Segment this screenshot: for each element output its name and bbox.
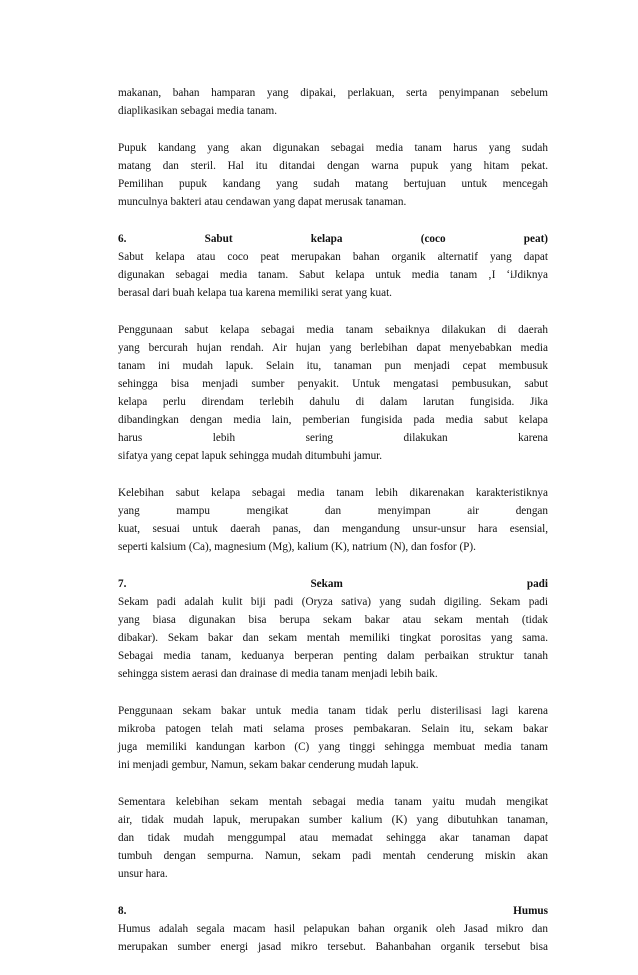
- text-line: digunakan sebagai media tanam. Sabut kelapa untuk media tanam ‚I ‘iJdiknya: [118, 269, 548, 281]
- text-line: mikroba patogen telah mati selama proses pembakaran. Selain itu, sekam bakar: [118, 723, 548, 735]
- text-line: matang dan steril. Hal itu ditandai dengan warna pupuk yang hitam pekat.: [118, 160, 548, 172]
- text-line: dibakar). Sekam bakar dan sekam mentah memiliki tingkat porositas yang sama.: [118, 632, 548, 644]
- section-block: [118, 230, 548, 302]
- text-line: merupakan sumber energi jasad mikro tersebut. Bahanbahan organik tersebut bisa: [118, 941, 548, 953]
- text-line: Kelebihan sabut kelapa sebagai media tanam lebih dikarenakan karakteristiknya: [118, 487, 548, 499]
- text-line: Sementara kelebihan sekam mentah sebagai media tanam yaitu mudah mengikat: [118, 796, 548, 808]
- text-line: tanam ini mudah lapuk. Selain itu, tanaman pun menjadi cepat membusuk: [118, 360, 548, 372]
- text-line: harus lebih sering dilakukan karena: [118, 432, 548, 444]
- section-heading: [118, 230, 548, 248]
- text-line: dan tidak mudah menggumpal atau memadat sehingga akar tanaman dapat: [118, 832, 548, 844]
- heading-word: 8.: [118, 905, 127, 917]
- text-line: tumbuh dengan sempurna. Namun, sekam padi mentah cenderung miskin akan: [118, 850, 548, 862]
- paragraph: [118, 793, 548, 883]
- paragraph: [118, 702, 548, 774]
- text-line: Sabut kelapa atau coco peat merupakan bahan organik alternatif yang dapat: [118, 251, 548, 263]
- heading-word: Humus: [513, 905, 548, 917]
- heading-word: (coco: [420, 233, 446, 245]
- text-line: kelapa perlu direndam terlebih dahulu di dalam larutan fungisida. Jika: [118, 396, 548, 408]
- section-block: [118, 902, 548, 956]
- text-line: Sebagai media tanam, keduanya berperan penting dalam perbaikan struktur tanah: [118, 650, 548, 662]
- heading-word: kelapa: [310, 233, 343, 245]
- text-line: sifatya yang cepat lapuk sehingga mudah ditumbuhi jamur.: [118, 450, 383, 462]
- section-heading: [118, 575, 548, 593]
- text-line: sehingga sistem aerasi dan drainase di media tanam menjadi lebih baik.: [118, 668, 438, 680]
- text-line: yang bercurah hujan rendah. Air hujan yang berlebihan dapat menyebabkan media: [118, 342, 548, 354]
- text-line: Humus adalah segala macam hasil pelapukan bahan organik oleh Jasad mikro dan: [118, 923, 548, 935]
- text-line: unsur hara.: [118, 868, 168, 880]
- text-line: yang biasa digunakan bisa berupa sekam bakar atau sekam mentah (tidak: [118, 614, 548, 626]
- text-line: kuat, sesuai untuk daerah panas, dan mengandung unsur-unsur hara esensial,: [118, 523, 548, 535]
- heading-word: peat): [523, 233, 549, 245]
- document-page: [118, 84, 548, 975]
- text-line: yang mampu mengikat dan menyimpan air dengan: [118, 505, 548, 517]
- text-line: makanan, bahan hamparan yang dipakai, perlakuan, serta penyimpanan sebelum: [118, 87, 548, 99]
- text-line: ini menjadi gembur, Namun, sekam bakar cenderung mudah lapuk.: [118, 759, 419, 771]
- paragraph: [118, 84, 548, 120]
- paragraph: [118, 484, 548, 556]
- heading-word: 7.: [118, 578, 127, 590]
- text-line: Sekam padi adalah kulit biji padi (Oryza sativa) yang sudah digiling. Sekam padi: [118, 596, 548, 608]
- heading-word: padi: [526, 578, 548, 590]
- text-line: munculnya bakteri atau cendawan yang dapat merusak tanaman.: [118, 196, 407, 208]
- text-line: berasal dari buah kelapa tua karena memiliki serat yang kuat.: [118, 287, 392, 299]
- text-line: seperti kalsium (Ca), magnesium (Mg), kalium (K), natrium (N), dan fosfor (P).: [118, 541, 476, 553]
- text-line: diaplikasikan sebagai media tanam.: [118, 105, 278, 117]
- text-line: dibandingkan dengan media lain, pemberian fungisida pada media sabut kelapa: [118, 414, 548, 426]
- heading-word: Sabut: [204, 233, 233, 245]
- text-line: Penggunaan sabut kelapa sebagai media tanam sebaiknya dilakukan di daerah: [118, 324, 548, 336]
- section-heading: [118, 902, 548, 920]
- text-line: Penggunaan sekam bakar untuk media tanam tidak perlu disterilisasi lagi karena: [118, 705, 548, 717]
- text-line: Pemilihan pupuk kandang yang sudah matang bertujuan untuk mencegah: [118, 178, 548, 190]
- text-line: sehingga bisa menjadi sumber penyakit. Untuk mengatasi pembusukan, sabut: [118, 378, 548, 390]
- heading-word: Sekam: [310, 578, 343, 590]
- heading-word: 6.: [118, 233, 127, 245]
- section-block: [118, 575, 548, 683]
- text-line: air, tidak mudah lapuk, merupakan sumber kalium (K) yang dibutuhkan tanaman,: [118, 814, 548, 826]
- text-line: juga memiliki kandungan karbon (C) yang tinggi sehingga membuat media tanam: [118, 741, 548, 753]
- paragraph: [118, 139, 548, 211]
- paragraph: [118, 321, 548, 465]
- text-line: Pupuk kandang yang akan digunakan sebagai media tanam harus yang sudah: [118, 142, 548, 154]
